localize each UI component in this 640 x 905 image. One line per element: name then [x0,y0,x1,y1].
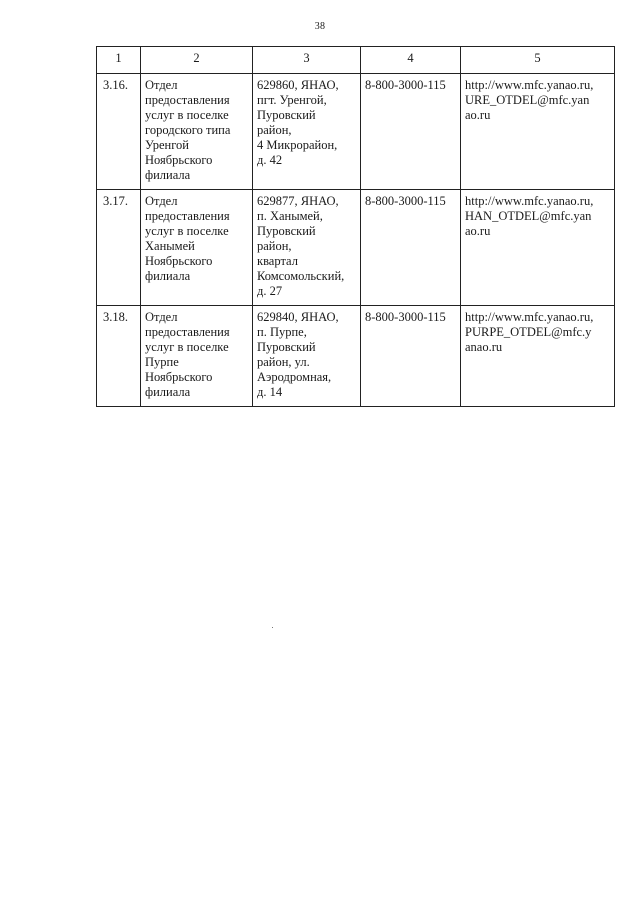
row-number: 3.18. [97,306,141,407]
office-phone: 8-800-3000-115 [361,190,461,306]
row-number: 3.17. [97,190,141,306]
office-address: 629877, ЯНАО, п. Ханымей, Пуровский район, квартал Комсомольский, д. 27 [253,190,361,306]
office-name: Отдел предоставления услуг в поселке Пурпе Ноябрьского филиала [141,306,253,407]
office-address: 629840, ЯНАО, п. Пурпе, Пуровский район, ул. Аэродромная, д. 14 [253,306,361,407]
table-row [97,190,615,306]
header-col-4: 4 [361,47,461,74]
header-col-1: 1 [97,47,141,74]
table-header-row [97,47,615,74]
office-phone: 8-800-3000-115 [361,306,461,407]
table-row [97,306,615,407]
branches-table [96,46,615,407]
office-address: 629860, ЯНАО, пгт. Уренгой, Пуровский район, 4 Микрорайон, д. 42 [253,74,361,190]
office-name: Отдел предоставления услуг в поселке Ханымей Ноябрьского филиала [141,190,253,306]
table-row [97,74,615,190]
office-phone: 8-800-3000-115 [361,74,461,190]
office-contacts: http://www.mfc.yanao.ru, HAN_OTDEL@mfc.yan ao.ru [461,190,615,306]
office-contacts: http://www.mfc.yanao.ru, PURPE_OTDEL@mfc.y anao.ru [461,306,615,407]
scan-speck [272,627,273,628]
page-number: 38 [314,21,326,32]
office-name: Отдел предоставления услуг в поселке городского типа Уренгой Ноябрьского филиала [141,74,253,190]
header-col-5: 5 [461,47,615,74]
header-col-2: 2 [141,47,253,74]
header-col-3: 3 [253,47,361,74]
office-contacts: http://www.mfc.yanao.ru, URE_OTDEL@mfc.yan ao.ru [461,74,615,190]
row-number: 3.16. [97,74,141,190]
